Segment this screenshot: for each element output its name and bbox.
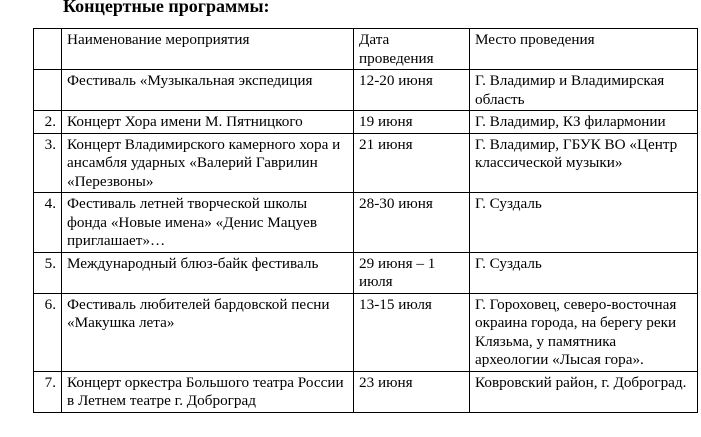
row-number: 6. xyxy=(34,293,62,371)
event-name: Концерт Хора имени М. Пятницкого xyxy=(62,111,354,134)
table-row xyxy=(34,133,698,193)
header-number-cell xyxy=(34,29,62,70)
table-row xyxy=(34,252,698,293)
event-date: 19 июня xyxy=(354,111,470,134)
page-title: Концертные программы: xyxy=(63,0,270,16)
row-number: 7. xyxy=(34,371,62,412)
table-row xyxy=(34,293,698,371)
event-date: 13-15 июля xyxy=(354,293,470,371)
event-date: 29 июня – 1 июля xyxy=(354,252,470,293)
row-number xyxy=(34,70,62,111)
table-row xyxy=(34,193,698,253)
header-event-date: Дата проведения xyxy=(354,29,470,70)
event-place: Г. Суздаль xyxy=(470,193,698,253)
event-place: Ковровский район, г. Доброград. xyxy=(470,371,698,412)
event-place: Г. Владимир, КЗ филармонии xyxy=(470,111,698,134)
event-name: Фестиваль «Музыкальная экспедиция xyxy=(62,70,354,111)
event-name: Международный блюз-байк фестиваль xyxy=(62,252,354,293)
event-name: Фестиваль любителей бардовской песни «Макушка лета» xyxy=(62,293,354,371)
event-name: Концерт оркестра Большого театра России в Летнем театре г. Доброград xyxy=(62,371,354,412)
event-date: 28-30 июня xyxy=(354,193,470,253)
table-row xyxy=(34,70,698,111)
table-row xyxy=(34,371,698,412)
event-place: Г. Суздаль xyxy=(470,252,698,293)
row-number: 3. xyxy=(34,133,62,193)
table-header-row xyxy=(34,29,698,70)
event-place: Г. Владимир и Владимирская область xyxy=(470,70,698,111)
event-place: Г. Владимир, ГБУК ВО «Центр классической музыки» xyxy=(470,133,698,193)
row-number: 2. xyxy=(34,111,62,134)
concert-programs-table xyxy=(33,28,698,413)
event-date: 21 июня xyxy=(354,133,470,193)
event-date: 23 июня xyxy=(354,371,470,412)
row-number: 5. xyxy=(34,252,62,293)
header-event-name: Наименование мероприятия xyxy=(62,29,354,70)
event-name: Концерт Владимирского камерного хора и ансамбля ударных «Валерий Гаврилин «Перезвоны» xyxy=(62,133,354,193)
event-date: 12-20 июня xyxy=(354,70,470,111)
header-event-place: Место проведения xyxy=(470,29,698,70)
event-place: Г. Гороховец, северо-восточная окраина города, на берегу реки Клязьма, у памятника археологии «Лысая гора». xyxy=(470,293,698,371)
row-number: 4. xyxy=(34,193,62,253)
table-row xyxy=(34,111,698,134)
event-name: Фестиваль летней творческой школы фонда «Новые имена» «Денис Мацуев приглашает»… xyxy=(62,193,354,253)
